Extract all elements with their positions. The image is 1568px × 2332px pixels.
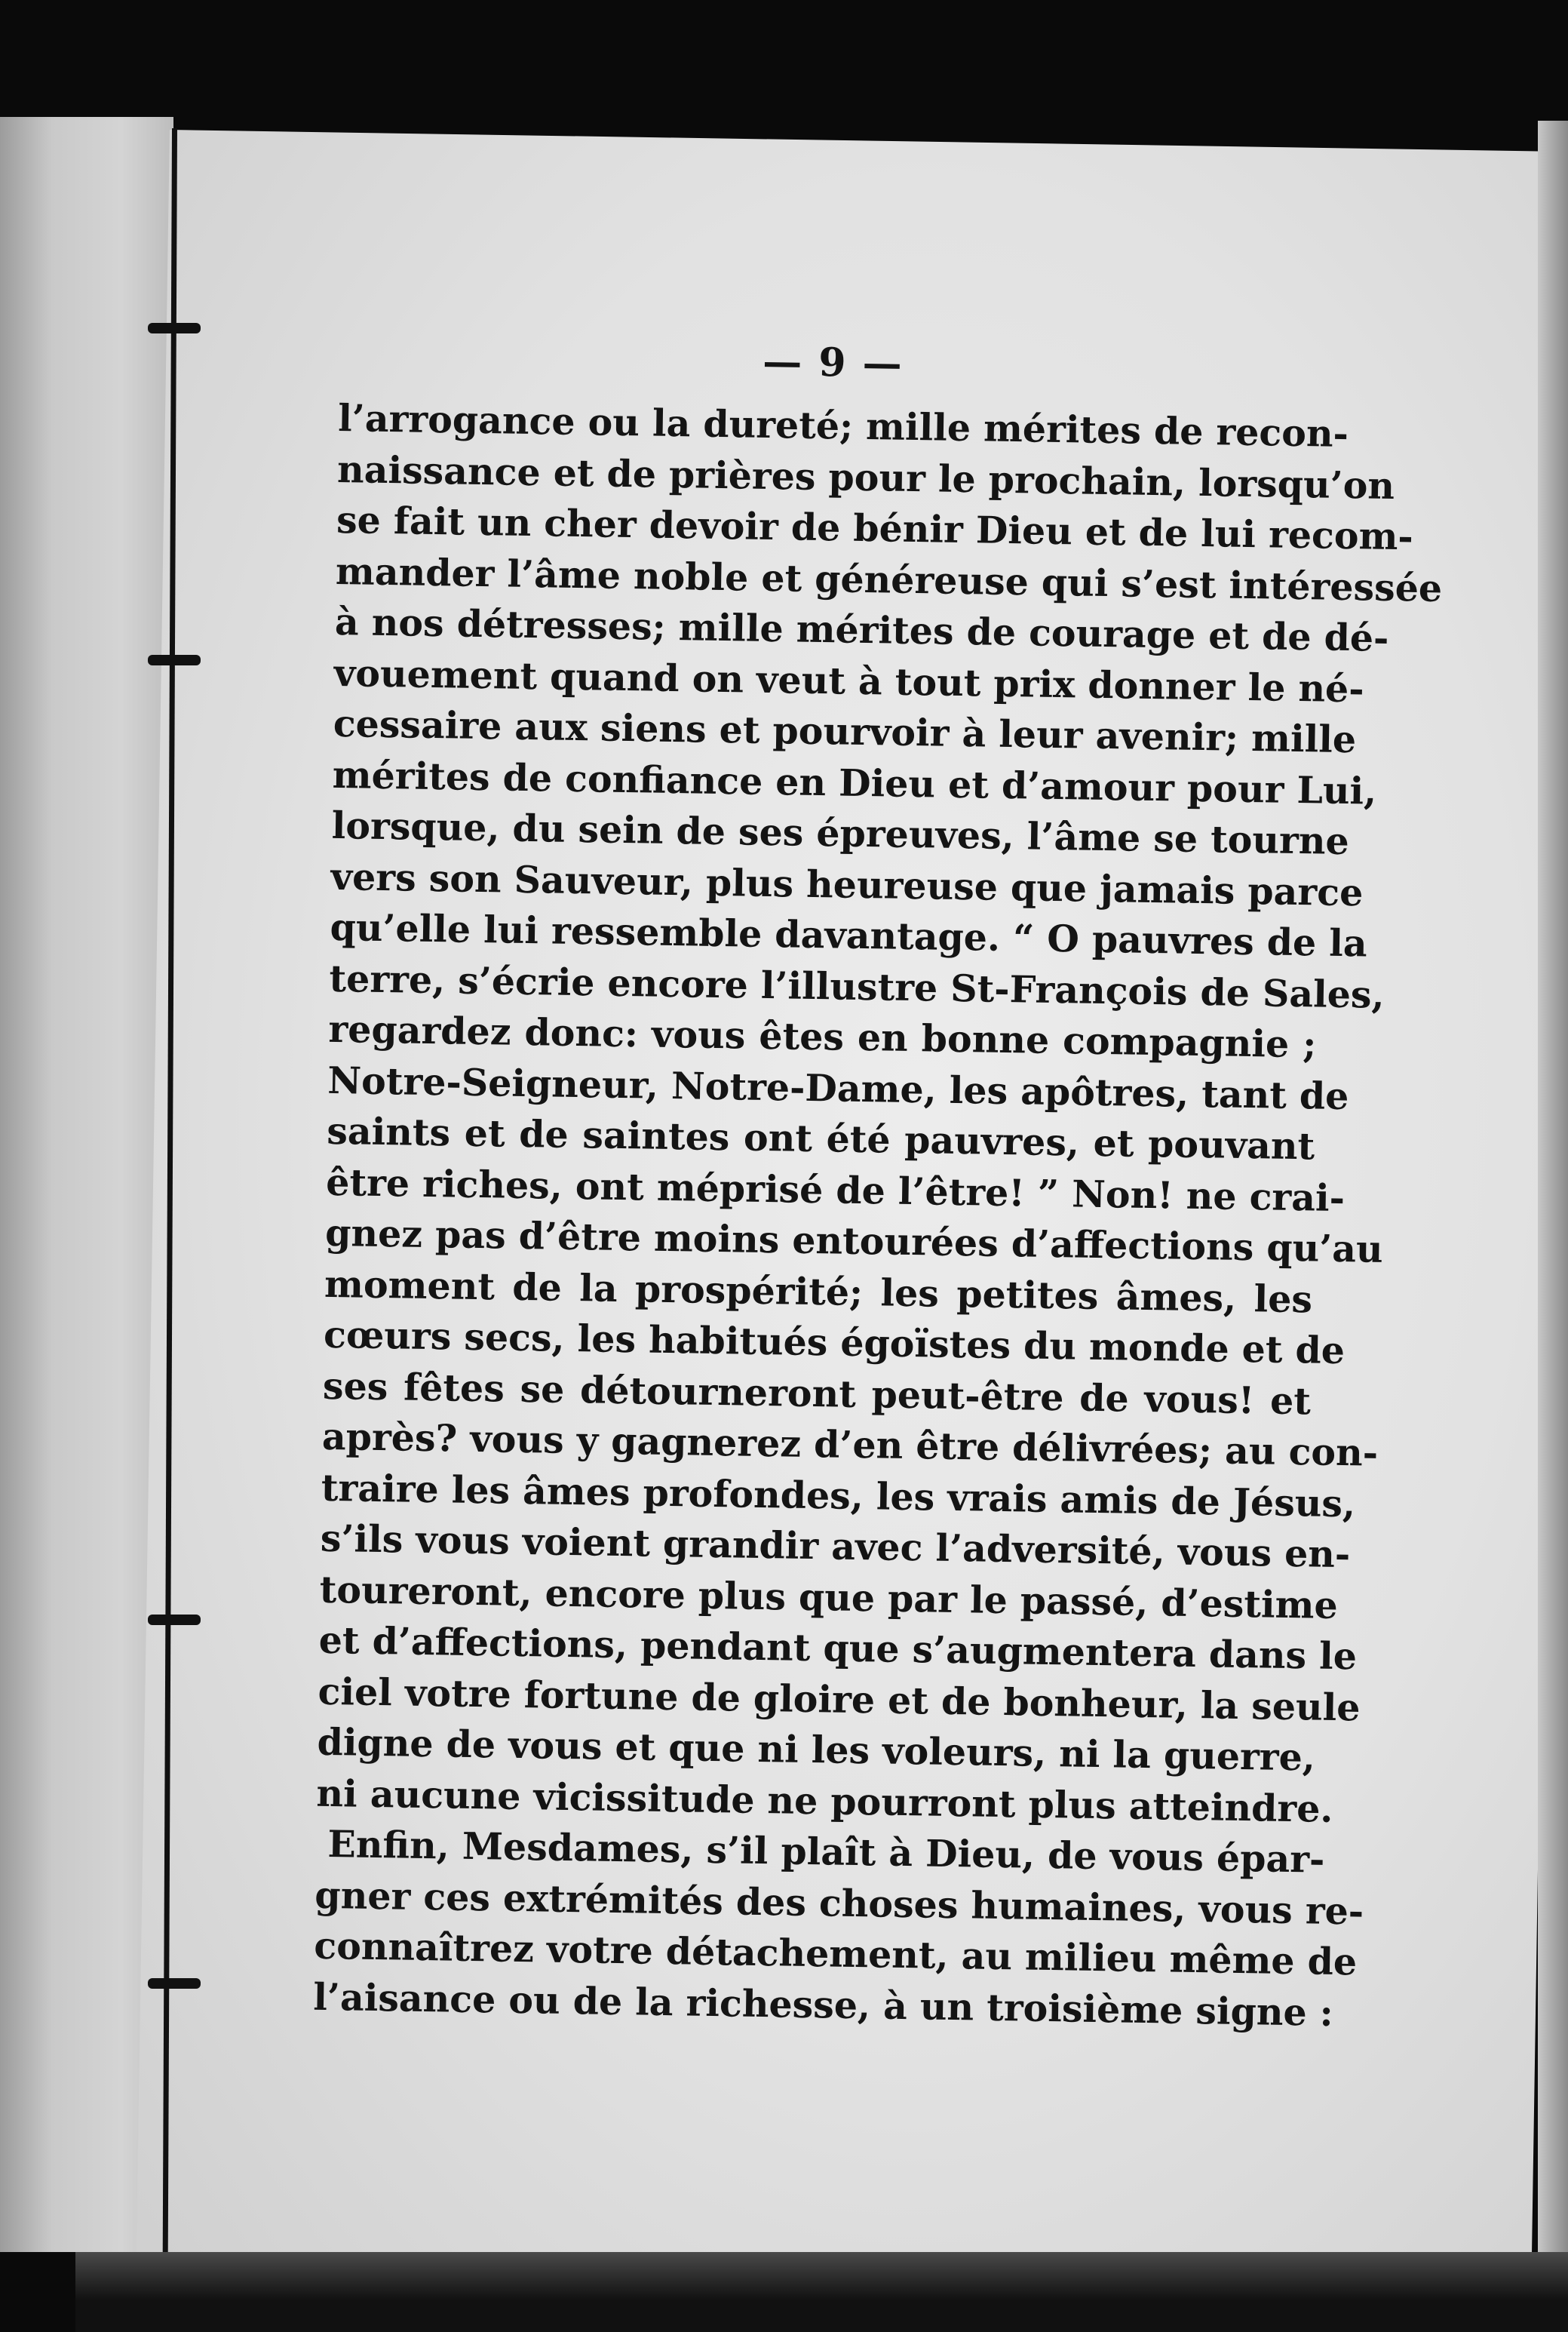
text-line: gnez pas d’être moins entourées d’affections qu’au bbox=[324, 1210, 1384, 1271]
text-line: à nos détresses; mille mérites de courage et de dé- bbox=[334, 599, 1389, 660]
text-line: s’ils vous voient grandir avec l’adversité, vous en- bbox=[320, 1516, 1351, 1577]
text-line: se fait un cher devoir de bénir Dieu et de lui recom- bbox=[336, 497, 1414, 559]
text-line: ni aucune vicissitude ne pourront plus atteindre. bbox=[316, 1771, 1333, 1831]
paragraph-lines bbox=[312, 393, 1443, 2038]
text-line: et d’affections, pendant que s’augmentera dans le bbox=[318, 1618, 1358, 1679]
text-line: mander l’âme noble et généreuse qui s’est intéressée bbox=[335, 548, 1443, 610]
binding-stitch bbox=[148, 1615, 201, 1625]
binding-stitch bbox=[148, 323, 201, 333]
text-line: cœurs secs, les habitués égoïstes du monde et de bbox=[323, 1312, 1346, 1373]
page-number: — 9 — bbox=[762, 338, 904, 387]
scan-bottom-shadow bbox=[75, 2252, 1568, 2332]
text-line: traire les âmes profondes, les vrais amis de Jésus, bbox=[321, 1465, 1356, 1525]
text-line: cessaire aux siens et pourvoir à leur avenir; mille bbox=[333, 701, 1357, 762]
text-line: saints et de saintes ont été pauvres, et pouvant bbox=[326, 1108, 1315, 1169]
text-line: terre, s’écrie encore l’illustre St-François de Sales, bbox=[329, 956, 1385, 1017]
text-line: ses fêtes se détourneront peut-être de vous! et bbox=[322, 1363, 1312, 1423]
text-line: vouement quand on veut à tout prix donner le né- bbox=[333, 650, 1365, 711]
text-line: toureront, encore plus que par le passé, d’estime bbox=[319, 1567, 1339, 1627]
text-line: lorsque, du sein de ses épreuves, l’âme se tourne bbox=[331, 803, 1350, 864]
binding-stitch bbox=[148, 1978, 201, 1989]
text-line: gner ces extrémités des choses humaines, vous re- bbox=[315, 1873, 1364, 1934]
text-line: être riches, ont méprisé de l’être! ” Non! ne crai- bbox=[325, 1160, 1346, 1220]
text-line: l’arrogance ou la dureté; mille mérites de recon- bbox=[337, 395, 1349, 456]
text-line: Notre-Seigneur, Notre-Dame, les apôtres, tant de bbox=[327, 1058, 1349, 1118]
text-line: connaîtrez votre détachement, au milieu même de bbox=[313, 1923, 1358, 1984]
text-line: vers son Sauveur, plus heureuse que jamais parce bbox=[330, 854, 1364, 914]
binding-stitch bbox=[148, 655, 201, 665]
text-line: ciel votre fortune de gloire et de bonheur, la seule bbox=[318, 1669, 1361, 1729]
page-text-block bbox=[312, 332, 1443, 2038]
text-line: moment de la prospérité; les petites âmes, les bbox=[324, 1261, 1313, 1321]
text-line: mérites de confiance en Dieu et d’amour pour Lui, bbox=[332, 752, 1377, 813]
text-line: regardez donc: vous êtes en bonne compagnie ; bbox=[328, 1006, 1317, 1067]
text-line: digne de vous et que ni les voleurs, ni la guerre, bbox=[317, 1719, 1316, 1780]
text-line: qu’elle lui ressemble davantage. “ O pauvres de la bbox=[330, 905, 1368, 966]
text-line: l’aisance ou de la richesse, à un troisième signe : bbox=[312, 1974, 1334, 2035]
text-line: Enfin, Mesdames, s’il plaît à Dieu, de vous épar- bbox=[327, 1822, 1325, 1882]
text-line: naissance et de prières pour le prochain, lorsqu’on bbox=[336, 447, 1395, 508]
page-right-edge bbox=[1538, 121, 1568, 2309]
text-line: après? vous y gagnerez d’en être délivrées; au con- bbox=[321, 1414, 1379, 1475]
